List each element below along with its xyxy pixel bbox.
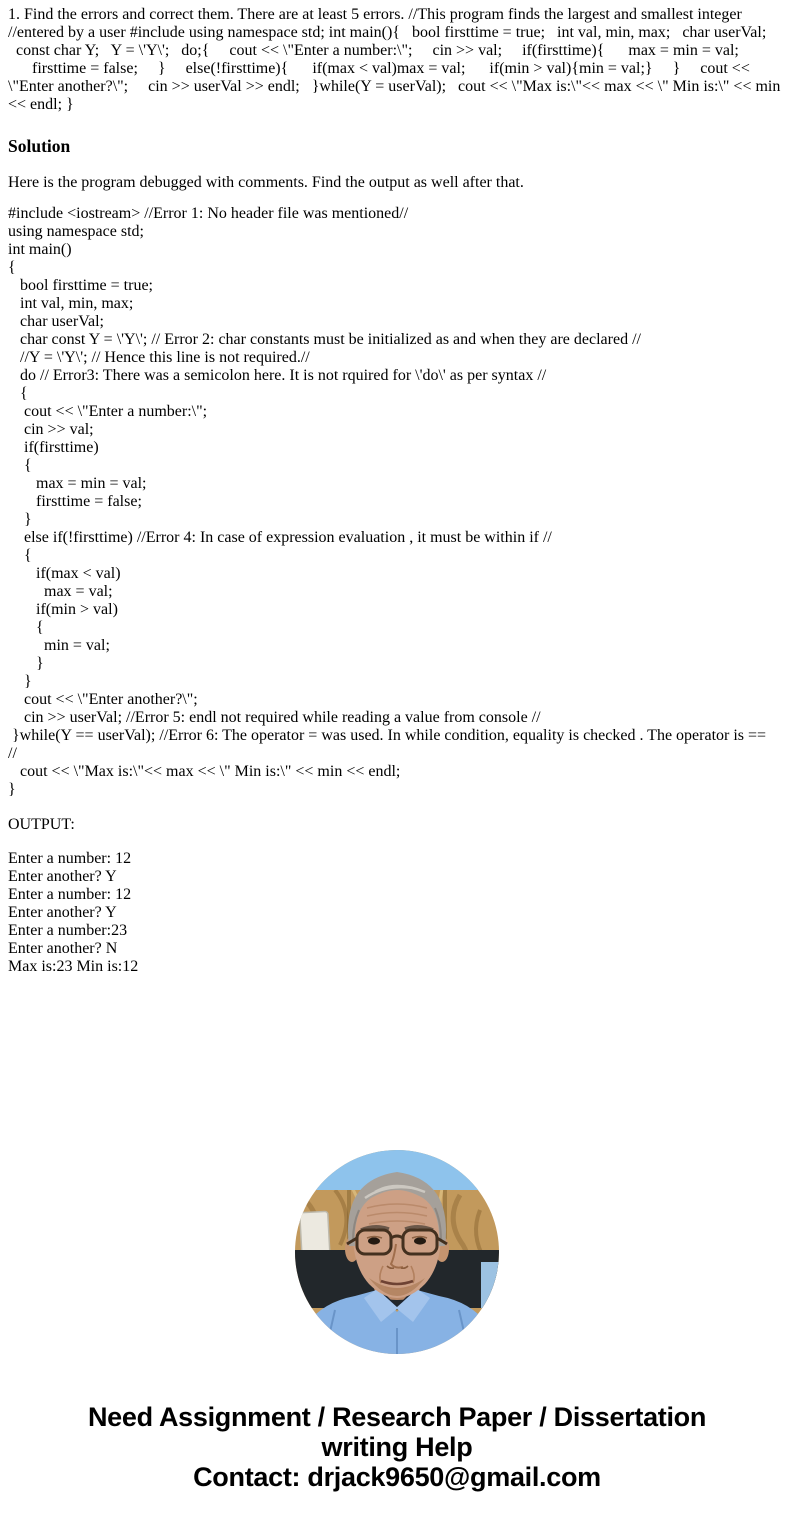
- solution-intro: Here is the program debugged with comments. Find the output as well after that.: [8, 174, 524, 191]
- code-line: cin >> val;: [8, 421, 94, 438]
- code-line: firsttime = false;: [8, 493, 142, 510]
- output-line: Enter another? N: [8, 940, 118, 957]
- code-line: int main(): [8, 241, 72, 258]
- question-line: //entered by a user #include using namespace std; int main(){ bool firsttime = true; int val, min, max; char userVal;: [8, 24, 767, 41]
- output-label: OUTPUT:: [8, 816, 75, 833]
- code-line: if(firsttime): [8, 439, 99, 456]
- code-line: //: [8, 745, 17, 762]
- code-line: #include <iostream> //Error 1: No header file was mentioned//: [8, 205, 409, 222]
- solution-heading: Solution: [8, 136, 71, 156]
- question-line: 1. Find the errors and correct them. There are at least 5 errors. //This program finds the largest and smallest integer: [8, 6, 742, 23]
- footer-line-1: Need Assignment / Research Paper / Dissertation: [87, 1402, 707, 1432]
- code-line: char userVal;: [8, 313, 104, 330]
- question-text: [8, 6, 786, 114]
- code-line: //Y = \'Y\'; // Hence this line is not required.//: [8, 349, 310, 366]
- code-line: if(max < val): [8, 565, 121, 582]
- code-line: {: [8, 547, 32, 564]
- code-block: [8, 205, 786, 799]
- output-line: Max is:23 Min is:12: [8, 958, 139, 975]
- code-line: }: [8, 511, 32, 528]
- code-line: cin >> userVal; //Error 5: endl not required while reading a value from console //: [8, 709, 541, 726]
- footer-banner: [8, 1402, 786, 1492]
- question-line: \"Enter another?\"; cin >> userVal >> endl; }while(Y = userVal); cout << \"Max is:\"<< max << \" Min is:\" << min: [8, 78, 781, 95]
- output-line: Enter another? Y: [8, 904, 117, 921]
- code-line: min = val;: [8, 637, 110, 654]
- code-line: }while(Y == userVal); //Error 6: The operator = was used. In while condition, equality is checked . The operator is ==: [8, 727, 767, 744]
- code-line: }: [8, 781, 16, 798]
- code-line: do // Error3: There was a semicolon here. It is not rquired for \'do\' as per syntax //: [8, 367, 547, 384]
- code-line: {: [8, 619, 44, 636]
- footer-line-2: writing Help: [321, 1432, 473, 1462]
- output-block: [8, 850, 786, 976]
- code-line: cout << \"Enter another?\";: [8, 691, 198, 708]
- code-line: }: [8, 655, 44, 672]
- code-line: else if(!firsttime) //Error 4: In case of expression evaluation , it must be within if //: [8, 529, 552, 546]
- output-line: Enter a number:23: [8, 922, 128, 939]
- question-line: << endl; }: [8, 96, 74, 113]
- question-line: const char Y; Y = \'Y\'; do;{ cout << \"Enter a number:\"; cin >> val; if(firsttime){ max = min = val;: [8, 42, 739, 59]
- footer-contact: Contact: drjack9650@gmail.com: [193, 1462, 601, 1492]
- code-line: using namespace std;: [8, 223, 144, 240]
- code-line: max = val;: [8, 583, 113, 600]
- code-line: }: [8, 673, 32, 690]
- code-line: {: [8, 259, 16, 276]
- code-line: {: [8, 385, 28, 402]
- code-line: bool firsttime = true;: [8, 277, 153, 294]
- code-line: char const Y = \'Y\'; // Error 2: char constants must be initialized as and when they are declared //: [8, 331, 641, 348]
- output-line: Enter a number: 12: [8, 850, 132, 867]
- code-line: cout << \"Enter a number:\";: [8, 403, 208, 420]
- output-line: Enter another? Y: [8, 868, 117, 885]
- code-line: max = min = val;: [8, 475, 147, 492]
- output-line: Enter a number: 12: [8, 886, 132, 903]
- avatar: [295, 1150, 499, 1354]
- code-line: {: [8, 457, 32, 474]
- code-line: int val, min, max;: [8, 295, 134, 312]
- person-avatar-image: [295, 1150, 499, 1354]
- question-line: firsttime = false; } else(!firsttime){ if(max < val)max = val; if(min > val){min = val;} } cout <<: [8, 60, 750, 77]
- code-line: if(min > val): [8, 601, 118, 618]
- code-line: cout << \"Max is:\"<< max << \" Min is:\" << min << endl;: [8, 763, 401, 780]
